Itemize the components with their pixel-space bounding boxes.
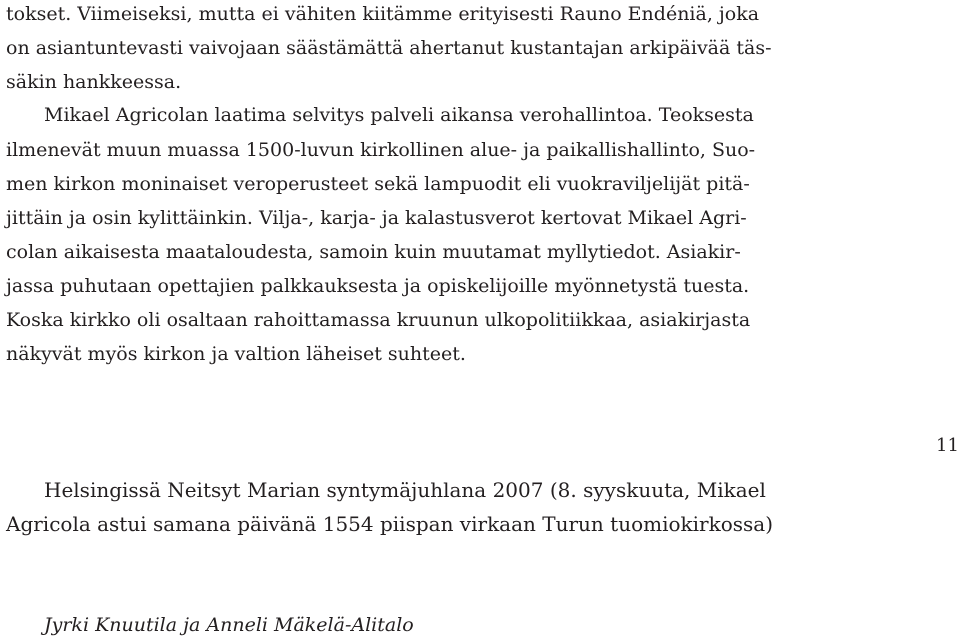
- page-number: 11: [936, 435, 959, 456]
- body-text-line: säkin hankkeessa.: [6, 71, 182, 93]
- body-text-line: Mikael Agricolan laatima selvitys palveli aikansa verohallintoa. Teoksesta: [44, 104, 754, 126]
- body-text-line: ilmenevät muun muassa 1500-luvun kirkollinen alue- ja paikallishallinto, Suo-: [6, 139, 756, 161]
- body-text-line: näkyvät myös kirkon ja valtion läheiset suhteet.: [6, 343, 466, 365]
- closing-line: Agricola astui samana päivänä 1554 piispan virkaan Turun tuomiokirkossa): [6, 512, 774, 536]
- body-text-line: colan aikaisesta maataloudesta, samoin kuin muutamat myllytiedot. Asiakir-: [6, 241, 741, 263]
- body-text-line: tokset. Viimeiseksi, mutta ei vähiten kiitämme erityisesti Rauno Endéniä, joka: [6, 3, 760, 25]
- body-text-line: on asiantuntevasti vaivojaan säästämättä ahertanut kustantajan arkipäivää täs-: [6, 37, 772, 59]
- body-text-line: Koska kirkko oli osaltaan rahoittamassa kruunun ulkopolitiikkaa, asiakirjasta: [6, 309, 751, 331]
- closing-line: Helsingissä Neitsyt Marian syntymäjuhlana 2007 (8. syyskuuta, Mikael: [44, 478, 766, 502]
- signature: Jyrki Knuutila ja Anneli Mäkelä-Alitalo: [44, 614, 414, 636]
- body-text-line: men kirkon moninaiset veroperusteet sekä lampuodit eli vuokraviljelijät pitä-: [6, 173, 750, 195]
- body-text-line: jassa puhutaan opettajien palkkauksesta ja opiskelijoille myönnetystä tuesta.: [6, 275, 750, 297]
- body-text-line: jittäin ja osin kylittäinkin. Vilja-, karja- ja kalastusverot kertovat Mikael Agri-: [6, 207, 747, 229]
